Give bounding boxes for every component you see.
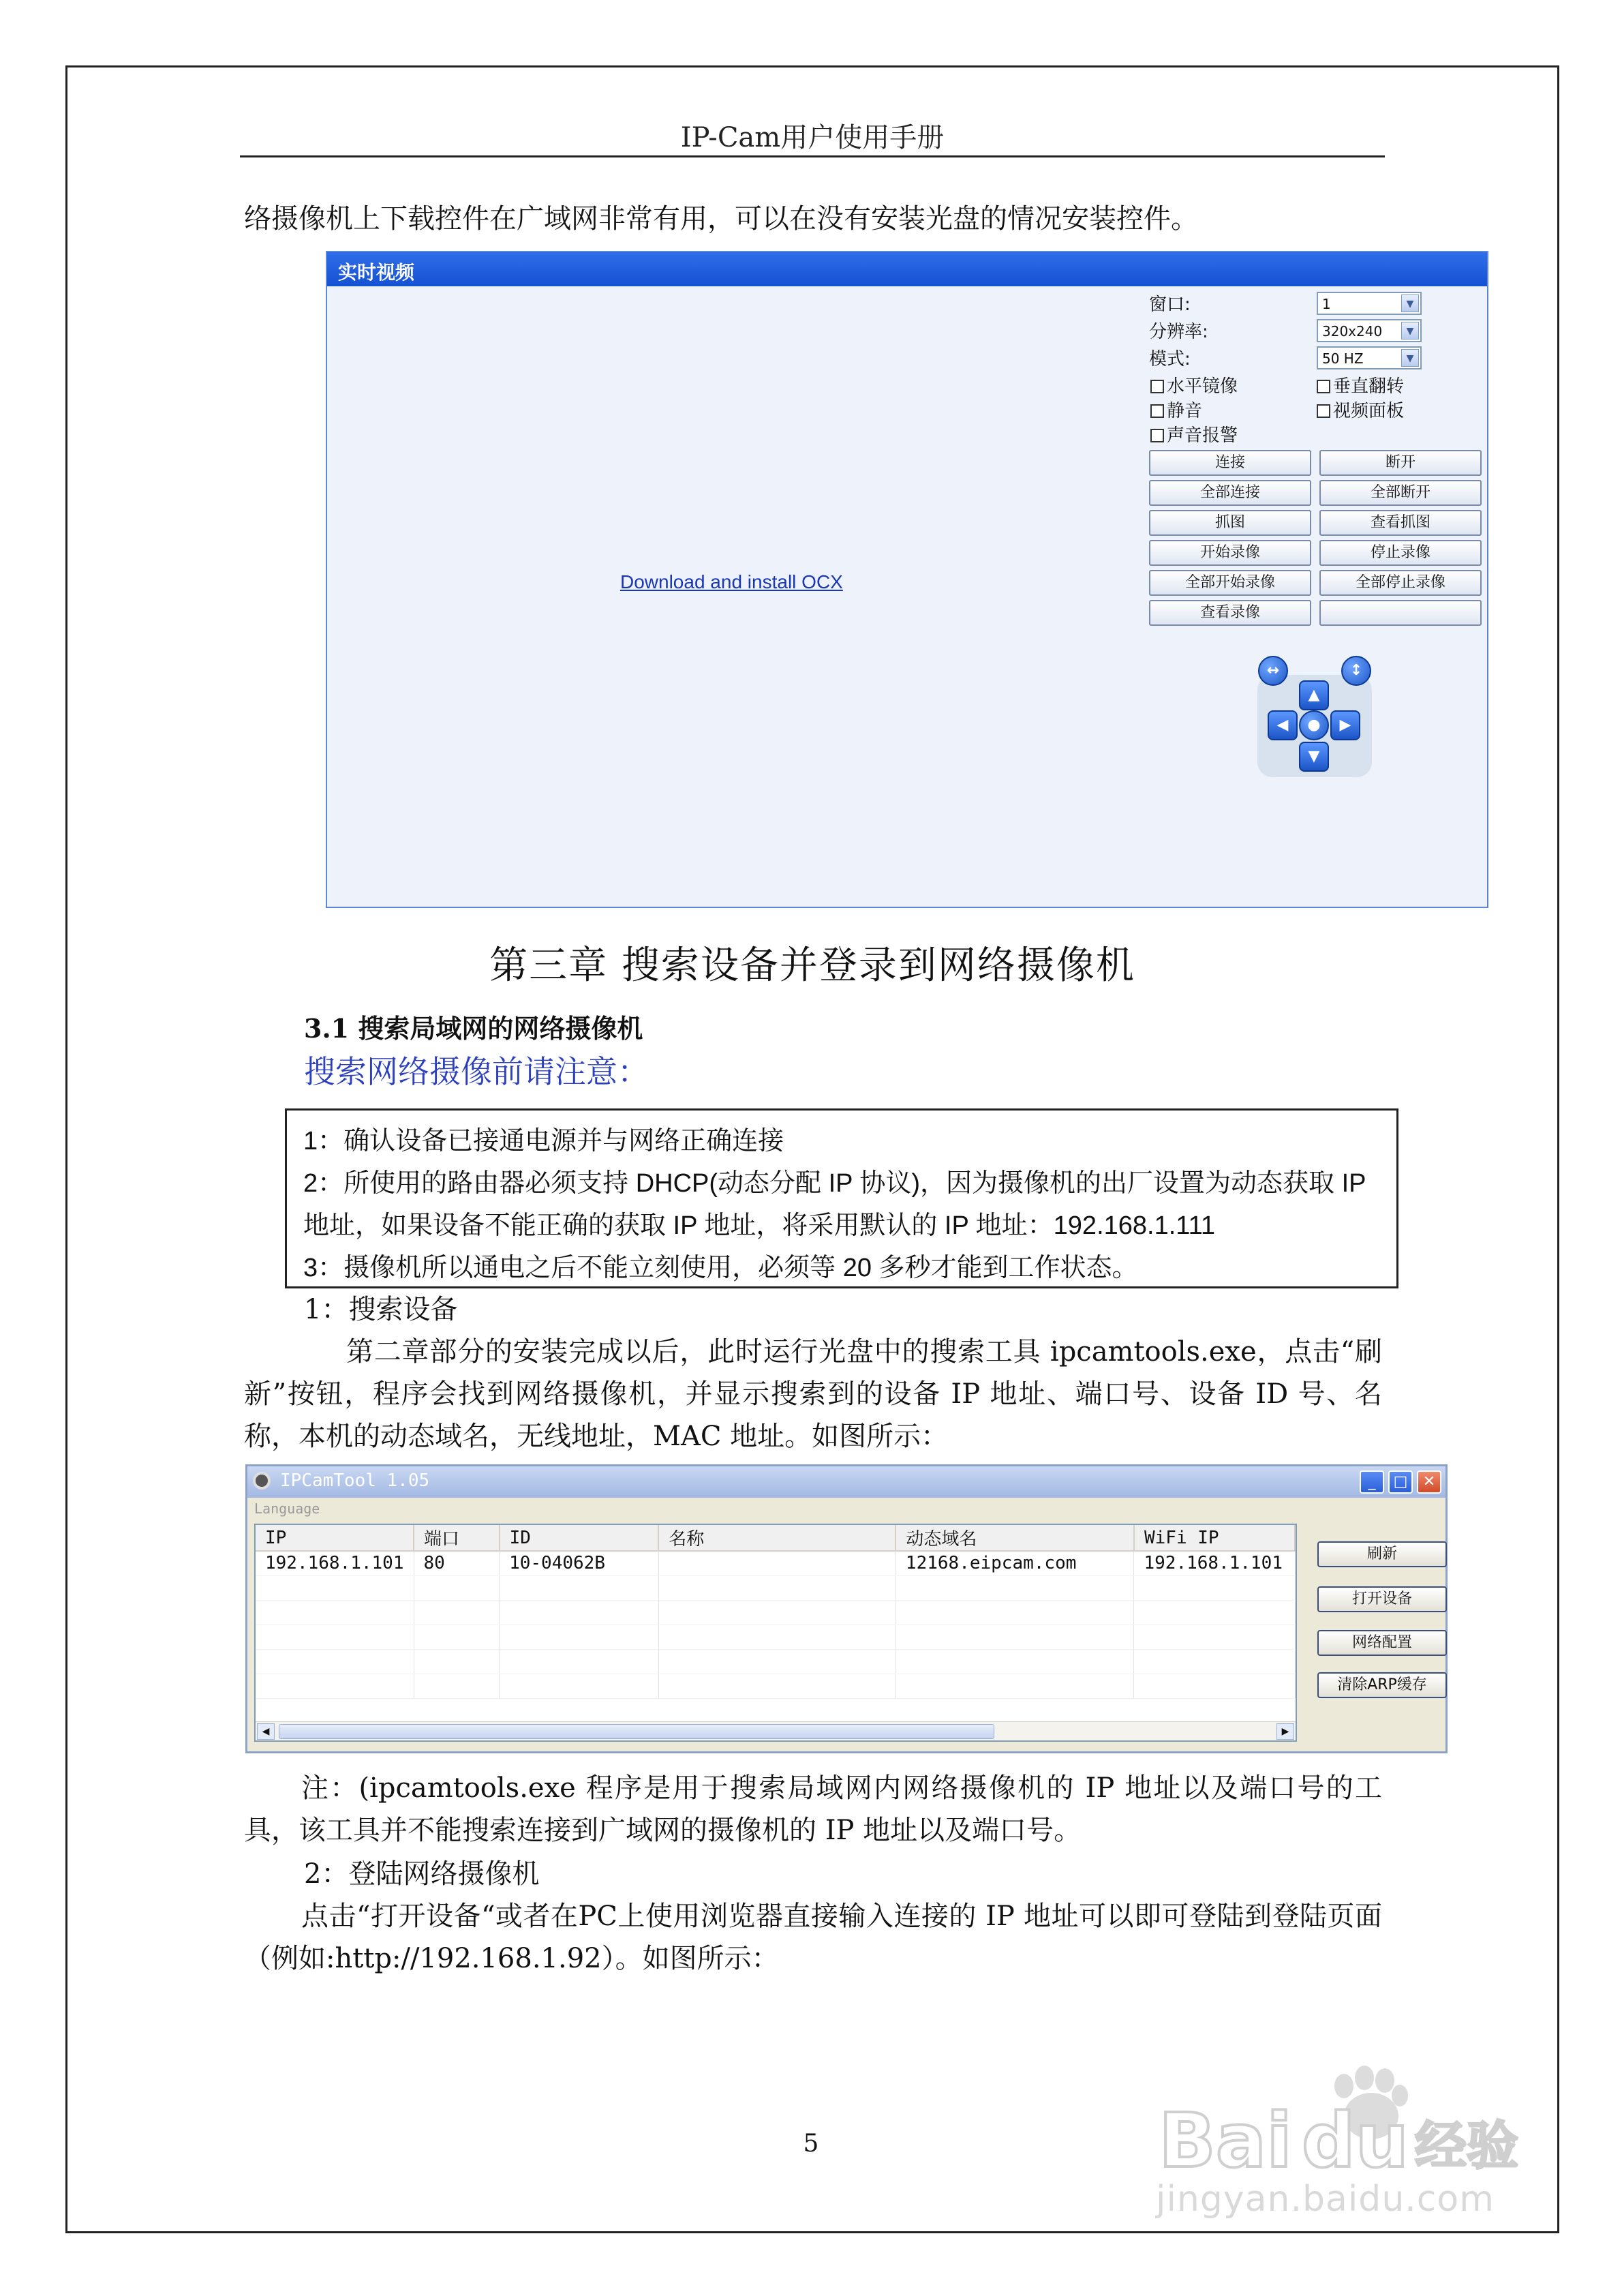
- cell-wifi-ip: 192.168.1.101: [1134, 1551, 1295, 1575]
- column-port[interactable]: 端口: [414, 1525, 500, 1551]
- open-device-button[interactable]: 打开设备: [1317, 1586, 1447, 1612]
- mode-label: 模式:: [1149, 349, 1191, 369]
- ipcamtool-title: IPCamTool 1.05: [280, 1470, 430, 1491]
- pan-down-icon[interactable]: ▼: [1299, 742, 1329, 772]
- cell-ddns: 12168.eipcam.com: [896, 1551, 1134, 1575]
- checkbox-icon: [1317, 380, 1330, 393]
- note-line-2: 2：所使用的路由器必须支持 DHCP(动态分配 IP 协议)，因为摄像机的出厂设置为动态获取 IP 地址，如果设备不能正确的获取 IP 地址，将采用默认的 IP 地址：192.168.1.111: [303, 1169, 1366, 1240]
- ipcamtool-titlebar: [247, 1466, 1445, 1498]
- video-panel-label: 视频面板: [1333, 401, 1405, 421]
- table-row: [256, 1625, 1295, 1649]
- video-panel-checkbox[interactable]: [1317, 397, 1404, 422]
- window-select[interactable]: [1317, 292, 1422, 315]
- checkbox-icon: [1150, 429, 1164, 442]
- step1-text: 第二章部分的安装完成以后，此时运行光盘中的搜索工具 ipcamtools.exe，点击“刷新”按钮，程序会找到网络摄像机，并显示搜索到的设备 IP 地址、端口号、设备 ID 号、名称，本机的动态域名，无线地址，MAC 地址。如图所示：: [244, 1336, 1382, 1452]
- view-record-button[interactable]: 查看录像: [1149, 600, 1311, 626]
- mirror-checkbox[interactable]: [1150, 372, 1238, 397]
- header-title: IP-Cam用户使用手册: [680, 122, 945, 153]
- disconnect-button[interactable]: 断开: [1319, 450, 1482, 476]
- table-row: [256, 1674, 1295, 1698]
- stop-record-all-button[interactable]: 全部停止录像: [1319, 570, 1482, 596]
- download-ocx-link[interactable]: Download and install OCX: [620, 571, 843, 592]
- chapter-title: 第三章 搜索设备并登录到网络摄像机: [489, 943, 1135, 988]
- pan-up-icon[interactable]: ▲: [1299, 680, 1329, 710]
- baidu-jingyan-logo: [1152, 2057, 1533, 2187]
- pan-right-icon[interactable]: ▶: [1330, 710, 1360, 740]
- resolution-select-value: 320x240: [1322, 323, 1383, 339]
- scroll-left-icon[interactable]: ◀: [257, 1723, 275, 1740]
- cell-ip: 192.168.1.101: [256, 1551, 414, 1575]
- note-line-1: 1：确认设备已接通电源并与网络正确连接: [303, 1127, 784, 1155]
- live-video-title: 实时视频: [327, 252, 1487, 286]
- pan-left-icon[interactable]: ◀: [1268, 710, 1298, 740]
- audio-alarm-label: 声音报警: [1167, 425, 1238, 446]
- refresh-button[interactable]: 刷新: [1317, 1541, 1447, 1567]
- header-rule: [240, 155, 1385, 157]
- mode-select[interactable]: [1317, 346, 1422, 369]
- window-select-value: 1: [1322, 296, 1331, 312]
- cell-port: 80: [414, 1551, 500, 1575]
- mirror-label: 水平镜像: [1167, 376, 1238, 397]
- start-record-button[interactable]: 开始录像: [1149, 540, 1311, 566]
- menubar: [247, 1498, 1445, 1518]
- table-row: [256, 1575, 1295, 1600]
- intro-text: 络摄像机上下载控件在广域网非常有用，可以在没有安装光盘的情况安装控件。: [244, 203, 1198, 235]
- resolution-select[interactable]: [1317, 319, 1422, 342]
- chevron-down-icon: ▼: [1401, 294, 1419, 312]
- close-icon[interactable]: ✕: [1417, 1470, 1441, 1494]
- chevron-down-icon: ▼: [1401, 322, 1419, 339]
- disconnect-all-button[interactable]: 全部断开: [1319, 480, 1482, 506]
- vertical-patrol-icon[interactable]: ↕: [1341, 656, 1371, 686]
- column-name[interactable]: 名称: [658, 1525, 896, 1551]
- live-video-panel: [326, 251, 1488, 908]
- checkbox-icon: [1317, 404, 1330, 418]
- svg-text:Bai: Bai: [1159, 2097, 1292, 2184]
- column-ip[interactable]: IP: [256, 1525, 414, 1551]
- column-wifi-ip[interactable]: WiFi IP: [1134, 1525, 1295, 1551]
- audio-alarm-checkbox[interactable]: [1150, 421, 1238, 447]
- notes-box: [285, 1108, 1398, 1288]
- cell-name: [658, 1551, 896, 1575]
- window-label: 窗口:: [1149, 294, 1191, 315]
- camera-icon: [253, 1472, 271, 1490]
- mute-label: 静音: [1167, 401, 1203, 421]
- scroll-right-icon[interactable]: ▶: [1276, 1723, 1294, 1740]
- language-menu[interactable]: Language: [254, 1500, 320, 1517]
- table-row[interactable]: [256, 1551, 1295, 1575]
- stop-record-button[interactable]: 停止录像: [1319, 540, 1482, 566]
- note-text: 注：(ipcamtools.exe 程序是用于搜索局域网内网络摄像机的 IP 地址以及端口号的工具，该工具并不能搜索连接到广域网的摄像机的 IP 地址以及端口号。: [244, 1772, 1382, 1846]
- note-line-3: 3：摄像机所以通电之后不能立刻使用，必须等 20 多秒才能到工作状态。: [303, 1254, 1138, 1282]
- ipcamtool-window: [245, 1464, 1448, 1753]
- snapshot-button[interactable]: 抓图: [1149, 510, 1311, 536]
- checkbox-icon: [1150, 380, 1164, 393]
- start-record-all-button[interactable]: 全部开始录像: [1149, 570, 1311, 596]
- chevron-down-icon: ▼: [1401, 349, 1419, 367]
- page-number: 5: [803, 2130, 819, 2158]
- column-id[interactable]: ID: [500, 1525, 659, 1551]
- mode-select-value: 50 HZ: [1322, 350, 1364, 367]
- notice-title: 搜索网络摄像前请注意：: [304, 1053, 649, 1090]
- column-ddns[interactable]: 动态域名: [896, 1525, 1134, 1551]
- empty-button[interactable]: [1319, 600, 1482, 626]
- watermark-url: jingyan.baidu.com: [1156, 2179, 1495, 2220]
- scroll-thumb[interactable]: [279, 1724, 994, 1739]
- cell-id: 10-04062B: [500, 1551, 659, 1575]
- flip-checkbox[interactable]: [1317, 372, 1404, 397]
- step1-title: 1：搜索设备: [304, 1294, 458, 1325]
- table-row: [256, 1600, 1295, 1625]
- resolution-label: 分辨率:: [1149, 322, 1208, 342]
- minimize-icon[interactable]: _: [1360, 1470, 1384, 1494]
- maximize-icon[interactable]: □: [1388, 1470, 1413, 1494]
- flip-label: 垂直翻转: [1333, 376, 1405, 397]
- clear-arp-button[interactable]: 清除ARP缓存: [1317, 1672, 1447, 1698]
- svg-text:经验: 经验: [1415, 2115, 1518, 2176]
- horizontal-scrollbar[interactable]: [256, 1721, 1296, 1740]
- table-row: [256, 1649, 1295, 1674]
- network-config-button[interactable]: 网络配置: [1317, 1630, 1447, 1656]
- mute-checkbox[interactable]: [1150, 397, 1202, 422]
- view-snapshot-button[interactable]: 查看抓图: [1319, 510, 1482, 536]
- center-icon[interactable]: ●: [1299, 710, 1329, 740]
- device-list: [254, 1524, 1297, 1742]
- step2-text: 点击“打开设备“或者在PC上使用浏览器直接输入连接的 IP 地址可以即可登陆到登陆页面（例如:http://192.168.1.92）。如图所示：: [244, 1901, 1382, 1974]
- section-title: 3.1 搜索局域网的网络摄像机: [304, 1013, 643, 1044]
- checkbox-icon: [1150, 404, 1164, 418]
- horizontal-patrol-icon[interactable]: ↔: [1258, 656, 1288, 686]
- svg-text:du: du: [1302, 2097, 1409, 2184]
- step2-title: 2：登陆网络摄像机: [304, 1858, 540, 1890]
- connect-all-button[interactable]: 全部连接: [1149, 480, 1311, 506]
- connect-button[interactable]: 连接: [1149, 450, 1311, 476]
